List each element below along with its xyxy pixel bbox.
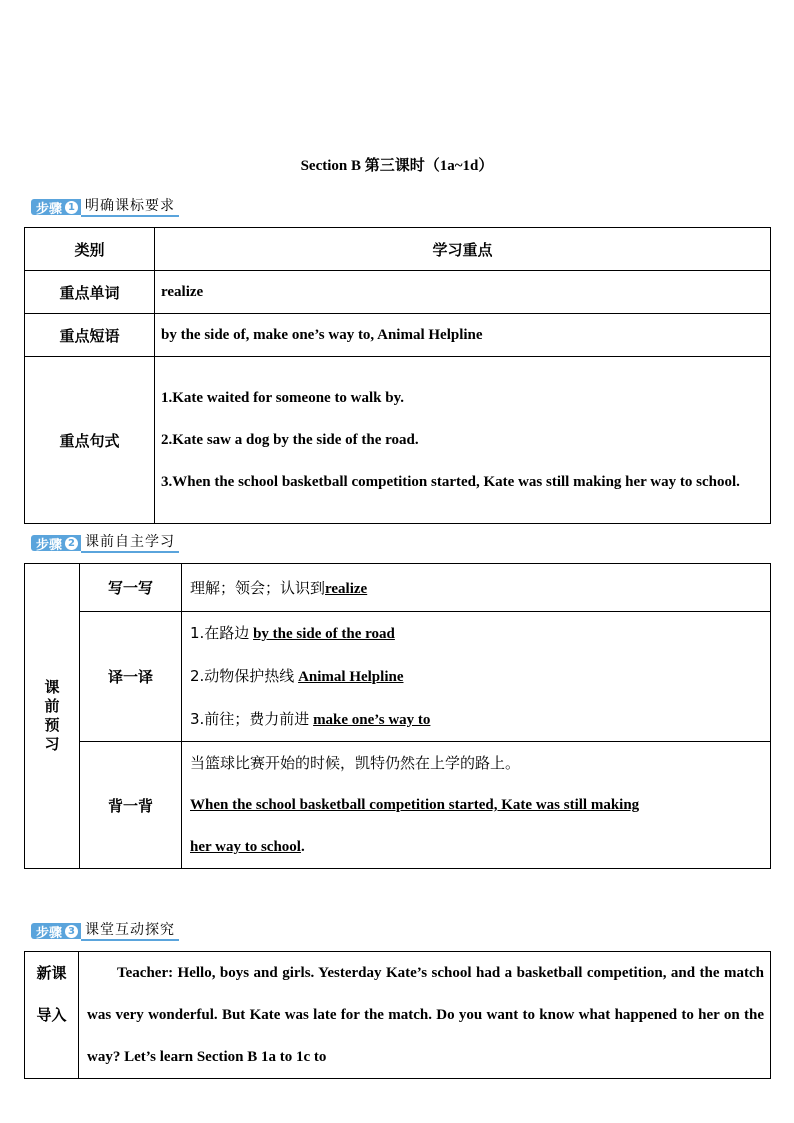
- sentence-line: 1.Kate waited for someone to walk by.: [161, 390, 405, 406]
- step-badge: 步骤 2: [31, 535, 81, 551]
- step-2-heading: [31, 534, 179, 552]
- list-item: 2.动物保护热线 Animal Helpline: [190, 667, 404, 685]
- translate-content: [182, 612, 771, 742]
- recite-content: [182, 742, 771, 869]
- step-title: 明确课标要求: [81, 197, 179, 217]
- intro-content: [79, 952, 771, 1079]
- lesson-intro-table: [24, 951, 771, 1079]
- translate-label: 译一译: [80, 612, 182, 742]
- list-item: 1.在路边 by the side of the road: [190, 624, 395, 642]
- write-answer: realize: [325, 581, 368, 597]
- recite-prompt: 当篮球比赛开始的时候，凯特仍然在上学的路上。: [190, 754, 521, 772]
- table-row: [25, 271, 771, 314]
- row-category: 重点句式: [25, 357, 155, 524]
- step-title: 课堂互动探究: [81, 921, 179, 941]
- step-1-heading: [31, 198, 179, 216]
- table-header-row: [25, 228, 771, 271]
- row-category: 重点短语: [25, 314, 155, 357]
- step-number-icon: 1: [65, 201, 78, 214]
- recite-answer-line: her way to school.: [190, 839, 305, 855]
- write-prompt: 理解；领会；认识到: [190, 579, 326, 597]
- row-content: realize: [155, 271, 771, 314]
- row-content: [155, 357, 771, 524]
- write-content: [182, 564, 771, 612]
- row-category: 重点单词: [25, 271, 155, 314]
- intro-paragraph: Teacher: Hello, boys and girls. Yesterday Kate’s school had a basketball competition, and the match was very wonderful. But Kate was late for the match. Do you want to know what happened to her on the way? Let’s learn Section B 1a to 1c to: [87, 965, 764, 1065]
- table-row: [25, 742, 771, 869]
- write-label: 写一写: [80, 564, 182, 612]
- intro-label: 新课 导入: [25, 952, 79, 1079]
- table-row: [25, 564, 771, 612]
- row-content: by the side of, make one’s way to, Animal Helpline: [155, 314, 771, 357]
- recite-answer-line: When the school basketball competition started, Kate was still making: [190, 797, 640, 813]
- step-badge: 步骤 1: [31, 199, 81, 215]
- preview-table: [24, 563, 771, 869]
- step-badge: 步骤 3: [31, 923, 81, 939]
- step-3-heading: [31, 922, 179, 940]
- key-points-table: [24, 227, 771, 524]
- step-number-icon: 2: [65, 537, 78, 550]
- header-category: 类别: [25, 228, 155, 271]
- sentence-line: 3.When the school basketball competition started, Kate was still making her way to school.: [161, 474, 740, 490]
- step-title: 课前自主学习: [81, 533, 179, 553]
- table-row: [25, 357, 771, 524]
- header-focus: 学习重点: [155, 228, 771, 271]
- page-title: Section B 第三课时（1a~1d）: [300, 158, 494, 174]
- table-row: [25, 314, 771, 357]
- table-row: [25, 952, 771, 1079]
- table-row: [25, 612, 771, 742]
- recite-label: 背一背: [80, 742, 182, 869]
- list-item: 3.前往；费力前进 make one’s way to: [190, 710, 431, 728]
- vertical-label: 课 前 预 习: [25, 564, 80, 869]
- step-number-icon: 3: [65, 925, 78, 938]
- sentence-line: 2.Kate saw a dog by the side of the road.: [161, 432, 419, 448]
